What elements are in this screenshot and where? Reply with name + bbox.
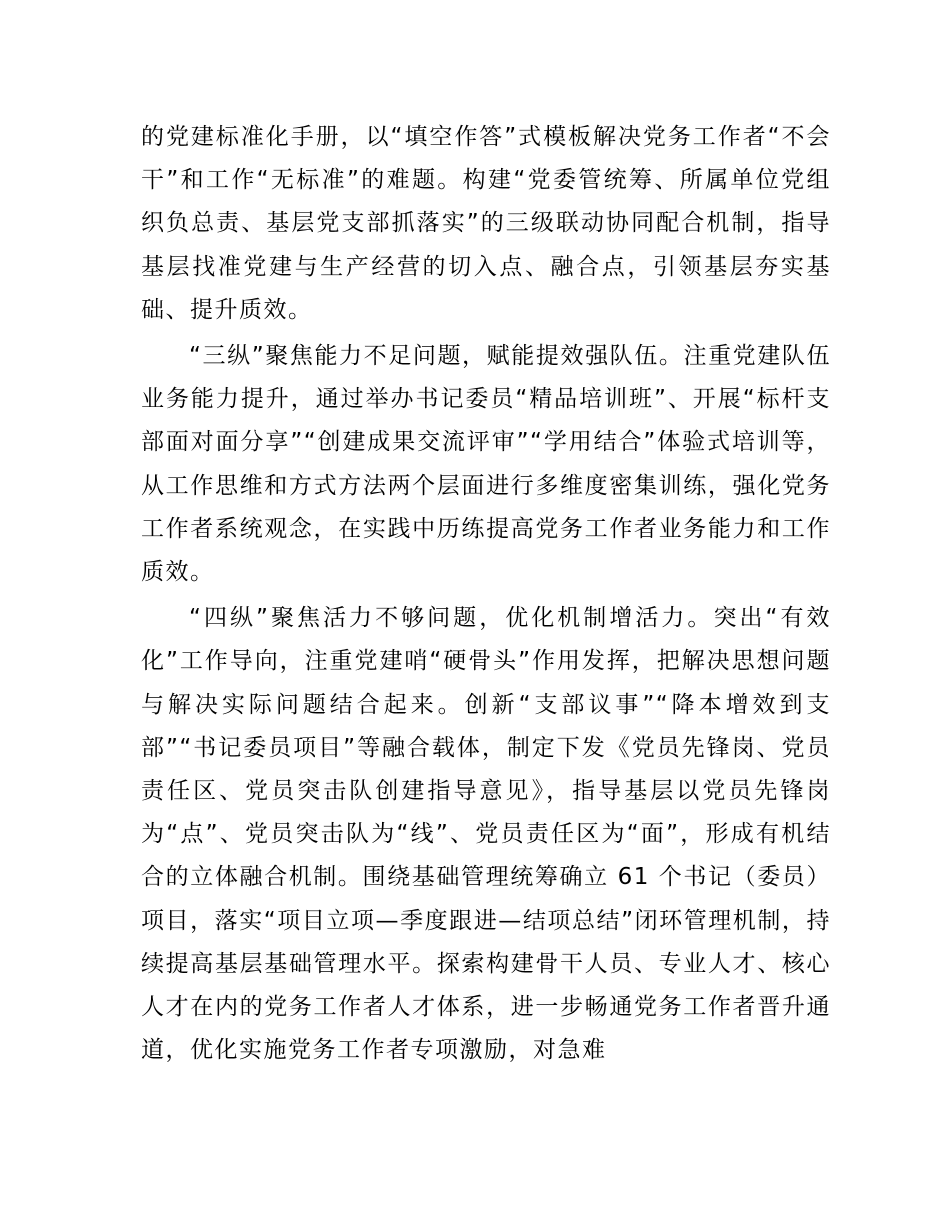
paragraph-continuation: 的党建标准化手册，以“填空作答”式模板解决党务工作者“不会干”和工作“无标准”的难题。构建“党委管统筹、所属单位党组织负总责、基层党支部抓落实”的三级联动协同配合机制，指导基层找准党建与生产经营的切入点、融合点，引领基层夯实基础、提升质效。	[141, 124, 831, 323]
paragraph-si-zong: “四纵”聚焦活力不够问题，优化机制增活力。突出“有效化”工作导向，注重党建哨“硬骨头”作用发挥，把解决思想问题与解决实际问题结合起来。创新“支部议事”“降本增效到支部”“书记委员项目”等融合载体，制定下发《党员先锋岗、党员责任区、党员突击队创建指导意见》，指导基层以党员先锋岗为“点”、党员突击队为“线”、党员责任区为“面”，形成有机结合的立体融合机制。围绕基础管理统筹确立 61 个书记（委员）项目，落实“项目立项—季度跟进—结项总结”闭环管理机制，持续提高基层基础管理水平。探索构建骨干人员、专业人才、核心人才在内的党务工作者人才体系，进一步畅通党务工作者晋升通道，优化实施党务工作者专项激励，对急难	[141, 605, 831, 1064]
document-page	[141, 116, 831, 1072]
paragraph-san-zong: “三纵”聚焦能力不足问题，赋能提效强队伍。注重党建队伍业务能力提升，通过举办书记委员“精品培训班”、开展“标杆支部面对面分享”“创建成果交流评审”“学用结合”体验式培训等，从工作思维和方式方法两个层面进行多维度密集训练，强化党务工作者系统观念，在实践中历练提高党务工作者业务能力和工作质效。	[141, 343, 831, 586]
